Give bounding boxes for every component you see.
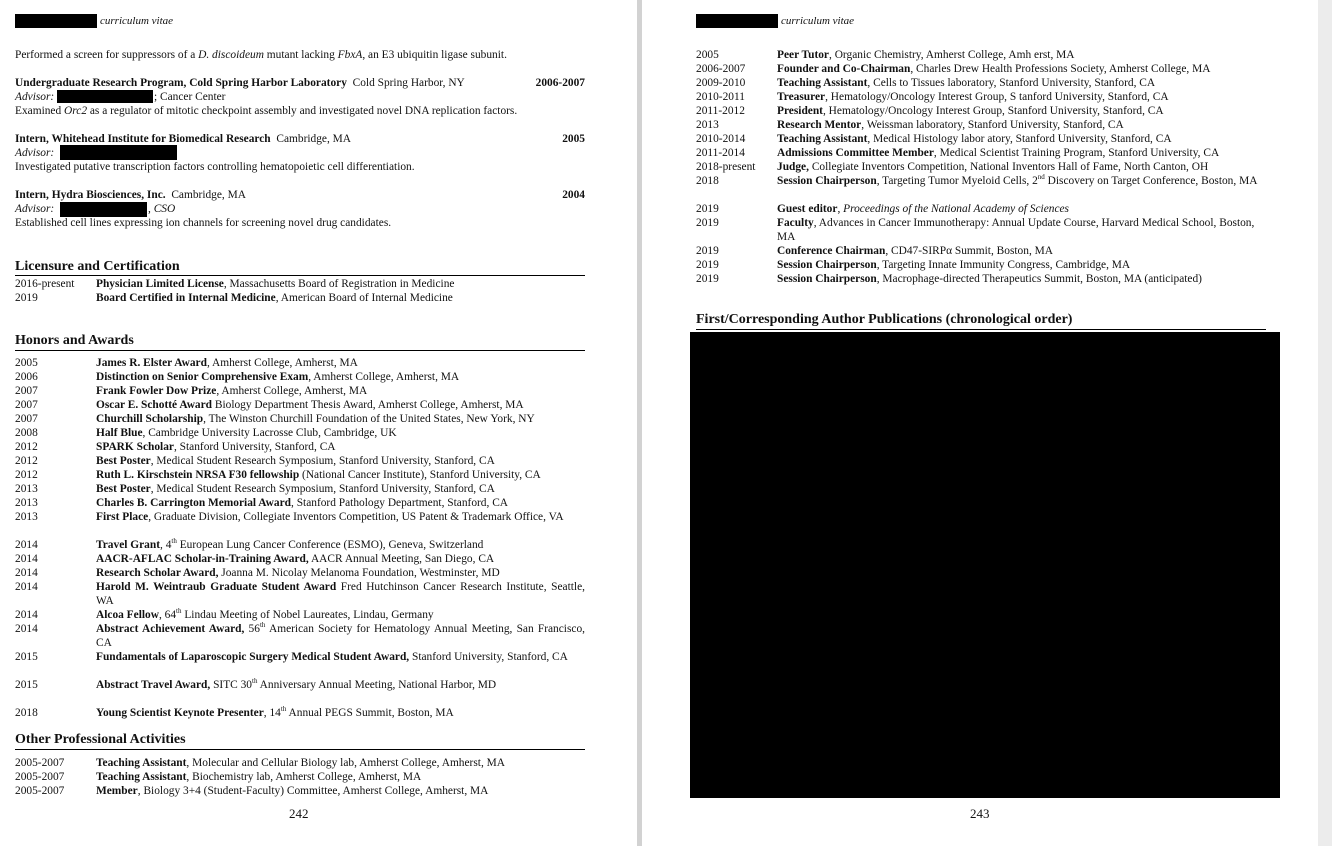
list-item (696, 132, 1264, 146)
intro-organism: D. discoideum (198, 49, 264, 61)
item-year: 2014 (15, 539, 38, 551)
item-year: 2005 (696, 49, 719, 61)
item-description (777, 174, 1264, 188)
item-detail: , Hematology/Oncology Interest Group, S tanford University, Stanford, CA (825, 91, 1169, 103)
item-description (96, 496, 585, 510)
item-description (777, 258, 1264, 272)
document-page-right (642, 0, 1318, 846)
list-item (696, 90, 1264, 104)
item-year: 2012 (15, 441, 38, 453)
advisor-affiliation: ; Cancer Center (154, 91, 226, 103)
position-title: Intern, Hydra Biosciences, Inc. (15, 189, 166, 201)
item-detail-cont: American Society for Hematology Annual Meeting, San Francisco, CA (96, 623, 586, 649)
item-detail: , Hematology/Oncology Interest Group, Stanford University, Stanford, CA (822, 105, 1164, 117)
position-description (15, 104, 517, 118)
item-detail: , Stanford Pathology Department, Stanford, CA (291, 497, 509, 509)
desc-text-end: as a regulator of mitotic checkpoint assembly and investigated novel DNA replication factors. (87, 105, 518, 117)
item-year: 2019 (696, 245, 719, 257)
advisor-label: Advisor: (15, 203, 55, 215)
item-year: 2007 (15, 399, 38, 411)
item-description (96, 412, 585, 426)
item-year: 2018-present (696, 161, 756, 173)
intro-text-end: , an E3 ubiquitin ligase subunit. (362, 49, 507, 61)
item-year: 2019 (696, 273, 719, 285)
item-detail: , Cells to Tissues laboratory, Stanford University, Stanford, CA (867, 77, 1156, 89)
position-years: 2004 (562, 189, 585, 201)
item-title: Teaching Assistant (96, 757, 187, 769)
item-title: Travel Grant (96, 539, 161, 551)
item-detail: 56 (244, 623, 260, 635)
section-rule (15, 275, 585, 276)
item-description (96, 580, 585, 608)
list-item (15, 384, 585, 398)
item-title: Conference Chairman (777, 245, 886, 257)
list-item (696, 160, 1264, 174)
item-detail: , Targeting Tumor Myeloid Cells, 2 (876, 175, 1038, 187)
item-title: Session Chairperson (777, 175, 877, 187)
list-item (15, 291, 585, 305)
item-year: 2014 (15, 581, 38, 593)
item-detail: Fred Hutchinson Cancer Research Institute, Seattle, WA (96, 581, 585, 607)
item-detail: , Cambridge University Lacrosse Club, Cambridge, UK (142, 427, 397, 439)
item-detail: , (837, 203, 844, 215)
item-title: Best Poster (96, 455, 151, 467)
item-detail: , Weissman laboratory, Stanford University, Stanford, CA (861, 119, 1124, 131)
section-rule (696, 329, 1266, 330)
list-item (696, 146, 1264, 160)
item-description (96, 482, 585, 496)
position-title-line (15, 132, 351, 146)
item-year: 2014 (15, 609, 38, 621)
ordinal-suffix: th (252, 677, 258, 686)
list-item (15, 756, 585, 770)
desc-gene: Orc2 (64, 105, 88, 117)
research-intro-line (15, 48, 507, 62)
redacted-advisor-name (60, 145, 177, 160)
item-description (96, 756, 585, 770)
item-detail: , Graduate Division, Collegiate Inventors Competition, US Patent & Trademark Office, VA (148, 511, 564, 523)
position-description: Established cell lines expressing ion channels for screening novel drug candidates. (15, 217, 392, 229)
item-title: Faculty (777, 217, 814, 229)
item-title: Half Blue (96, 427, 143, 439)
item-description (96, 538, 585, 552)
position-title: Intern, Whitehead Institute for Biomedical Research (15, 133, 271, 145)
item-title: Ruth L. Kirschstein NRSA F30 fellowship (96, 469, 300, 481)
item-description (777, 146, 1264, 160)
intro-text: Performed a screen for suppressors of a (15, 49, 199, 61)
list-item (15, 566, 585, 580)
item-description (777, 216, 1264, 244)
item-year: 2005 (15, 357, 38, 369)
item-title: Session Chairperson (777, 259, 877, 271)
position-location: Cold Spring Harbor, NY (352, 77, 465, 89)
item-title: Frank Fowler Dow Prize (96, 385, 217, 397)
item-title: Charles B. Carrington Memorial Award (96, 497, 291, 509)
section-heading-honors: Honors and Awards (15, 333, 134, 348)
item-year: 2005-2007 (15, 785, 65, 797)
list-item (696, 216, 1264, 244)
list-item (15, 277, 585, 291)
item-description (96, 398, 585, 412)
item-description (96, 370, 585, 384)
item-title: Research Scholar Award, (96, 567, 219, 579)
item-description (96, 770, 585, 784)
item-detail: , Stanford University, Stanford, CA (173, 441, 336, 453)
item-description (777, 90, 1264, 104)
item-year: 2015 (15, 679, 38, 691)
list-item (15, 398, 585, 412)
item-detail: , Massachusetts Board of Registration in Medicine (223, 278, 455, 290)
item-year: 2014 (15, 553, 38, 565)
list-item (15, 440, 585, 454)
advisor-label: Advisor: (15, 91, 55, 103)
position-years: 2005 (562, 133, 585, 145)
item-title: Fundamentals of Laparoscopic Surgery Medical Student Award, (96, 651, 410, 663)
item-title: Physician Limited License (96, 278, 224, 290)
item-title: Best Poster (96, 483, 151, 495)
list-item (15, 454, 585, 468)
item-year: 2008 (15, 427, 38, 439)
item-year: 2007 (15, 385, 38, 397)
position-description: Investigated putative transcription factors controlling hematopoietic cell differentiation. (15, 161, 415, 173)
item-title: Churchill Scholarship (96, 413, 204, 425)
item-detail: , Medical Scientist Training Program, Stanford University, CA (933, 147, 1220, 159)
item-title: President (777, 105, 823, 117)
item-description (777, 118, 1264, 132)
item-title: Harold M. Weintraub Graduate Student Award (96, 581, 337, 593)
page-number: 243 (970, 806, 990, 821)
item-description (96, 566, 585, 580)
list-item (15, 580, 585, 608)
item-description (96, 650, 585, 664)
item-detail: , American Board of Internal Medicine (275, 292, 453, 304)
list-item (15, 356, 585, 370)
ordinal-suffix: nd (1037, 173, 1045, 182)
item-year: 2015 (15, 651, 38, 663)
item-detail: SITC 30 (210, 679, 252, 691)
section-heading-other-activities: Other Professional Activities (15, 732, 186, 747)
item-description (777, 160, 1264, 174)
list-item (696, 272, 1264, 286)
position-title-line (15, 188, 246, 202)
list-item (15, 784, 585, 798)
item-description (777, 202, 1264, 216)
item-description (96, 784, 585, 798)
list-item (15, 412, 585, 426)
item-title: Research Mentor (777, 119, 862, 131)
item-detail: , Organic Chemistry, Amherst College, Amh erst, MA (829, 49, 1075, 61)
item-title: Judge, (777, 161, 809, 173)
ordinal-suffix: th (259, 621, 266, 630)
intro-text-mid: mutant lacking (263, 49, 338, 61)
item-description (777, 104, 1264, 118)
item-detail: , Biology 3+4 (Student-Faculty) Committee, Amherst College, Amherst, MA (137, 785, 489, 797)
item-description (777, 272, 1264, 286)
item-detail: , Medical Student Research Symposium, Stanford University, Stanford, CA (150, 455, 495, 467)
section-rule (15, 350, 585, 351)
item-year: 2009-2010 (696, 77, 746, 89)
item-year: 2013 (15, 483, 38, 495)
item-title: Founder and Co-Chairman (777, 63, 911, 75)
list-item (15, 552, 585, 566)
redacted-advisor-name (60, 202, 147, 217)
item-year: 2013 (696, 119, 719, 131)
section-heading-licensure: Licensure and Certification (15, 259, 180, 274)
redacted-publications-block (690, 332, 1280, 798)
item-detail: , The Winston Churchill Foundation of the United States, New York, NY (203, 413, 535, 425)
item-description (96, 622, 585, 650)
list-item (696, 258, 1264, 272)
item-description (96, 510, 585, 524)
list-item (15, 370, 585, 384)
item-description (96, 706, 585, 720)
item-description (96, 552, 585, 566)
item-description (96, 440, 585, 454)
item-title: Peer Tutor (777, 49, 829, 61)
item-year: 2010-2011 (696, 91, 745, 103)
item-description (96, 454, 585, 468)
section-heading-publications: First/Corresponding Author Publications (chronological order) (696, 312, 1073, 327)
list-item (696, 48, 1264, 62)
advisor-affiliation: , CSO (148, 203, 176, 215)
list-item (15, 608, 585, 622)
item-year: 2011-2014 (696, 147, 745, 159)
item-detail: , Advances in Cancer Immunotherapy: Annual Update Course, Harvard Medical School, Boston, MA (777, 217, 1255, 243)
item-title: Abstract Achievement Award, (96, 623, 245, 635)
item-description (777, 132, 1264, 146)
item-detail: Stanford University, Stanford, CA (409, 651, 568, 663)
list-item (15, 706, 585, 720)
ordinal-suffix: th (171, 537, 177, 546)
item-detail: , Charles Drew Health Professions Society, Amherst College, MA (910, 63, 1211, 75)
item-detail: , 14 (263, 707, 281, 719)
running-header-label: curriculum vitae (100, 15, 174, 27)
item-detail: , 4 (160, 539, 172, 551)
list-item (15, 678, 585, 706)
item-title: Abstract Travel Award, (96, 679, 211, 691)
item-title: First Place (96, 511, 149, 523)
position-title: Undergraduate Research Program, Cold Spring Harbor Laboratory (15, 77, 347, 89)
item-year: 2006-2007 (696, 63, 746, 75)
item-detail: , Amherst College, Amherst, MA (206, 357, 358, 369)
list-item (15, 426, 585, 440)
item-title: James R. Elster Award (96, 357, 207, 369)
item-detail: , Biochemistry lab, Amherst College, Amherst, MA (186, 771, 422, 783)
item-year: 2019 (696, 203, 719, 215)
list-item (696, 174, 1264, 202)
item-detail: , 64 (158, 609, 177, 621)
item-year: 2019 (696, 259, 719, 271)
item-year: 2006 (15, 371, 38, 383)
item-detail-cont: European Lung Cancer Conference (ESMO), Geneva, Switzerland (176, 539, 484, 551)
item-detail: , Molecular and Cellular Biology lab, Amherst College, Amherst, MA (186, 757, 505, 769)
item-detail: , CD47-SIRPα Summit, Boston, MA (885, 245, 1053, 257)
list-item (15, 468, 585, 482)
position-title-line (15, 76, 465, 90)
item-description (777, 62, 1264, 76)
item-detail-cont: Discovery on Target Conference, Boston, MA (1044, 175, 1258, 187)
item-detail-cont: Annual PEGS Summit, Boston, MA (286, 707, 454, 719)
item-year: 2010-2014 (696, 133, 746, 145)
intro-gene: FbxA (337, 49, 363, 61)
position-location: Cambridge, MA (276, 133, 352, 145)
item-title: Oscar E. Schotté Award (96, 399, 213, 411)
item-detail-cont: Lindau Meeting of Nobel Laureates, Lindau, Germany (181, 609, 434, 621)
item-description (777, 76, 1264, 90)
item-detail: , Macrophage-directed Therapeutics Summit, Boston, MA (anticipated) (876, 273, 1202, 285)
item-title: SPARK Scholar (96, 441, 174, 453)
item-description (96, 678, 585, 692)
item-title: Alcoa Fellow (96, 609, 159, 621)
item-detail: (National Cancer Institute), Stanford University, CA (299, 469, 541, 481)
item-year: 2012 (15, 469, 38, 481)
item-description (96, 291, 585, 305)
item-year: 2018 (696, 175, 719, 187)
list-item (696, 76, 1264, 90)
item-description (96, 468, 585, 482)
desc-text: Examined (15, 105, 65, 117)
position-years: 2006-2007 (535, 77, 585, 89)
list-item (15, 770, 585, 784)
ordinal-suffix: th (176, 607, 182, 616)
position-location: Cambridge, MA (171, 189, 246, 201)
item-year: 2005-2007 (15, 771, 65, 783)
item-title: Admissions Committee Member (777, 147, 934, 159)
item-description (96, 384, 585, 398)
item-year: 2014 (15, 623, 38, 635)
advisor-label: Advisor: (15, 147, 55, 159)
item-year: 2016-present (15, 278, 75, 290)
item-title: Board Certified in Internal Medicine (96, 292, 276, 304)
item-detail: Collegiate Inventors Competition, National Inventors Hall of Fame, North Canton, OH (808, 161, 1209, 173)
list-item (15, 538, 585, 552)
item-year: 2012 (15, 455, 38, 467)
item-description (96, 277, 585, 291)
list-item (696, 104, 1264, 118)
list-item (696, 202, 1264, 216)
item-detail: , Medical Student Research Symposium, Stanford University, Stanford, CA (150, 483, 495, 495)
item-year: 2019 (15, 292, 38, 304)
running-header-label: curriculum vitae (781, 15, 855, 27)
item-year: 2005-2007 (15, 757, 65, 769)
item-detail: Biology Department Thesis Award, Amherst College, Amherst, MA (212, 399, 524, 411)
item-title: Teaching Assistant (777, 77, 868, 89)
item-title: AACR-AFLAC Scholar-in-Training Award, (96, 553, 309, 565)
item-year: 2014 (15, 567, 38, 579)
list-item (15, 510, 585, 538)
item-title: Treasurer (777, 91, 826, 103)
section-rule (15, 749, 585, 750)
item-detail: , Amherst College, Amherst, MA (216, 385, 368, 397)
item-title: Young Scientist Keynote Presenter (96, 707, 264, 719)
list-item (15, 650, 585, 678)
item-detail: AACR Annual Meeting, San Diego, CA (308, 553, 495, 565)
item-description (777, 48, 1264, 62)
item-description (777, 244, 1264, 258)
list-item (15, 622, 585, 650)
item-description (96, 426, 585, 440)
list-item (696, 118, 1264, 132)
document-page-left (0, 0, 637, 846)
item-description (96, 608, 585, 622)
item-year: 2019 (696, 217, 719, 229)
item-title: Member (96, 785, 138, 797)
page-number: 242 (289, 806, 309, 821)
item-title: Session Chairperson (777, 273, 877, 285)
redacted-advisor-name (57, 90, 153, 103)
list-item (696, 244, 1264, 258)
item-detail: , Medical Histology labor atory, Stanford University, Stanford, CA (867, 133, 1172, 145)
item-title: Teaching Assistant (96, 771, 187, 783)
item-year: 2007 (15, 413, 38, 425)
item-description (96, 356, 585, 370)
item-detail: , Targeting Innate Immunity Congress, Cambridge, MA (876, 259, 1131, 271)
redacted-name-block (15, 14, 97, 28)
item-detail: , Amherst College, Amherst, MA (308, 371, 460, 383)
list-item (15, 482, 585, 496)
vertical-scrollbar[interactable] (1318, 0, 1332, 846)
item-title: Guest editor (777, 203, 838, 215)
ordinal-suffix: th (280, 705, 287, 714)
item-detail-cont: Anniversary Annual Meeting, National Harbor, MD (257, 679, 497, 691)
item-title: Distinction on Senior Comprehensive Exam (96, 371, 309, 383)
list-item (15, 496, 585, 510)
redacted-name-block (696, 14, 778, 28)
item-year: 2018 (15, 707, 38, 719)
item-detail: Joanna M. Nicolay Melanoma Foundation, Westminster, MD (218, 567, 500, 579)
item-year: 2011-2012 (696, 105, 745, 117)
item-title: Teaching Assistant (777, 133, 868, 145)
list-item (696, 62, 1264, 76)
item-year: 2013 (15, 497, 38, 509)
item-publication-title: Proceedings of the National Academy of Sciences (843, 203, 1069, 215)
item-year: 2013 (15, 511, 38, 523)
